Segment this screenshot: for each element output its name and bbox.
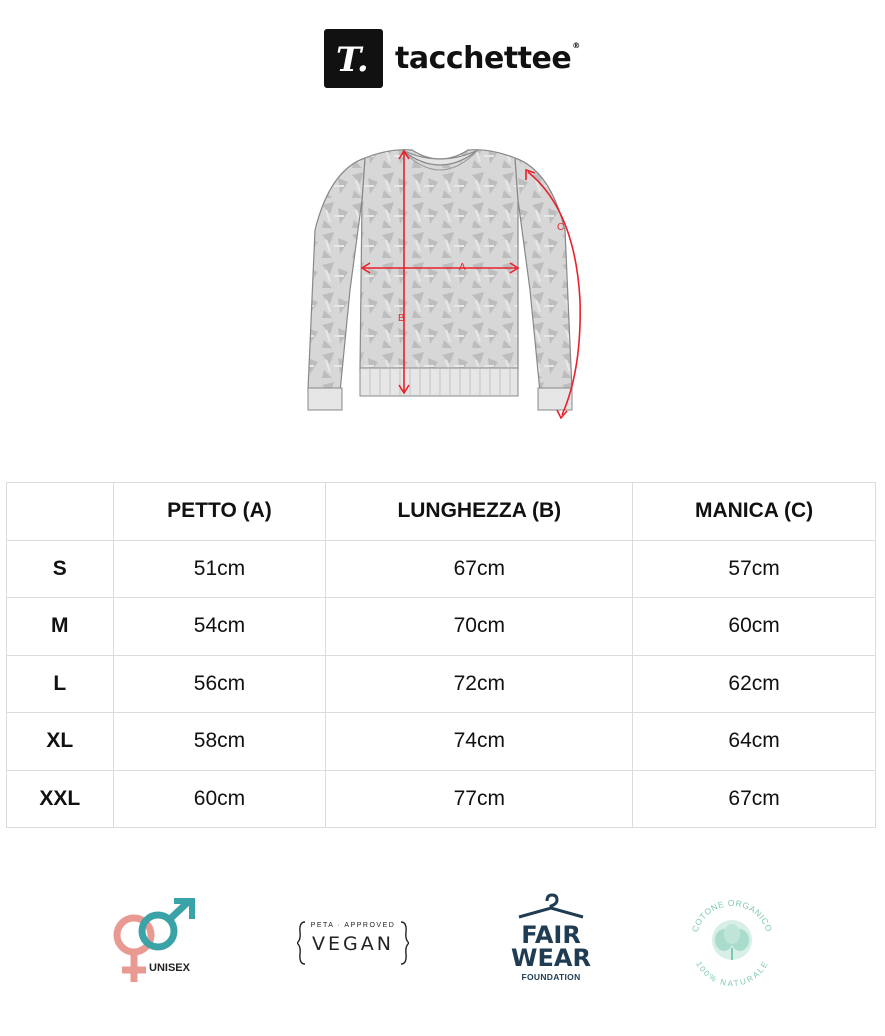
size-chart-table bbox=[6, 482, 876, 828]
unisex-icon bbox=[108, 898, 198, 988]
lunghezza-cell: 74cm bbox=[326, 713, 633, 771]
table-header-row bbox=[7, 483, 876, 541]
fairwear-line1: FAIR bbox=[521, 921, 581, 949]
manica-cell: 60cm bbox=[633, 598, 876, 656]
hanger-icon bbox=[511, 893, 591, 919]
manica-cell: 62cm bbox=[633, 655, 876, 713]
fairwear-badge bbox=[511, 893, 591, 988]
lunghezza-cell: 70cm bbox=[326, 598, 633, 656]
petto-cell: 58cm bbox=[113, 713, 326, 771]
svg-text:100% NATURALE bbox=[694, 960, 770, 988]
size-cell: M bbox=[7, 598, 114, 656]
organic-cotton-badge bbox=[686, 896, 778, 988]
table-row bbox=[7, 598, 876, 656]
table-row bbox=[7, 655, 876, 713]
manica-cell: 64cm bbox=[633, 713, 876, 771]
fairwear-line2: WEAR bbox=[511, 944, 591, 972]
size-cell: XXL bbox=[7, 770, 114, 828]
fairwear-line3: FOUNDATION bbox=[521, 972, 581, 982]
sweater-size-diagram bbox=[290, 140, 600, 430]
lunghezza-cell: 72cm bbox=[326, 655, 633, 713]
size-cell: XL bbox=[7, 713, 114, 771]
cotton-bottom-label: 100% NATURALE bbox=[694, 959, 770, 988]
cotton-flower-icon bbox=[686, 896, 778, 988]
dimension-label-a: A bbox=[459, 262, 466, 273]
petto-cell: 54cm bbox=[113, 598, 326, 656]
size-cell: S bbox=[7, 540, 114, 598]
dimension-label-b: B bbox=[398, 313, 405, 324]
unisex-label: UNISEX bbox=[149, 962, 190, 974]
header-petto: PETTO (A) bbox=[113, 483, 326, 541]
header-lunghezza: LUNGHEZZA (B) bbox=[326, 483, 633, 541]
petto-cell: 51cm bbox=[113, 540, 326, 598]
brand-name: tacchettee® bbox=[395, 40, 580, 76]
manica-cell: 67cm bbox=[633, 770, 876, 828]
brand-logo-mark bbox=[324, 29, 383, 88]
size-cell: L bbox=[7, 655, 114, 713]
vegan-badge bbox=[297, 920, 409, 966]
vegan-label: VEGAN bbox=[312, 933, 394, 955]
vegan-approved-label: PETA · APPROVED bbox=[310, 922, 396, 929]
manica-cell: 57cm bbox=[633, 540, 876, 598]
cotton-top-label: COTONE ORGANICO bbox=[689, 897, 775, 934]
header-size bbox=[7, 483, 114, 541]
petto-cell: 60cm bbox=[113, 770, 326, 828]
header-manica: MANICA (C) bbox=[633, 483, 876, 541]
dimension-label-c: C bbox=[557, 222, 565, 233]
brand-logo bbox=[324, 28, 580, 88]
table-row bbox=[7, 713, 876, 771]
petto-cell: 56cm bbox=[113, 655, 326, 713]
lunghezza-cell: 77cm bbox=[326, 770, 633, 828]
sweater-illustration bbox=[290, 140, 600, 430]
table-row bbox=[7, 540, 876, 598]
svg-text:T.: T. bbox=[336, 39, 369, 80]
lunghezza-cell: 67cm bbox=[326, 540, 633, 598]
table-row bbox=[7, 770, 876, 828]
